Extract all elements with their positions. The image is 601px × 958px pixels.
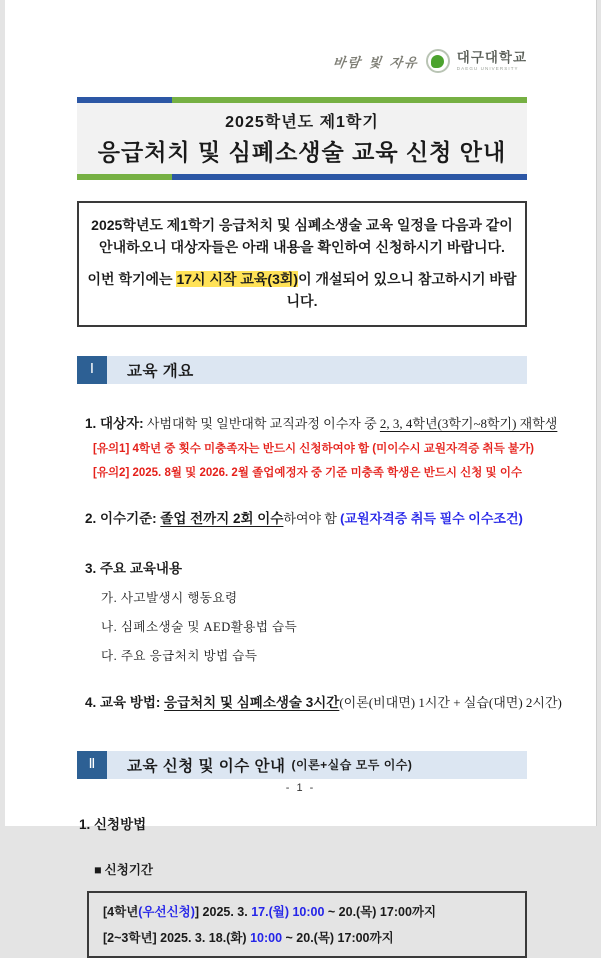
content-sub-item-1: 가. 사고발생시 행동요령 — [101, 590, 238, 605]
completion-criteria-item: 2. 이수기준: 졸업 전까지 2회 이수하여야 함 (교원자격증 취득 필수 이수조건) — [85, 510, 523, 526]
underlined-eligibility: 2, 3, 4학년(3학기~8학기) 재학생 — [379, 415, 558, 431]
underlined-criteria: 졸업 전까지 2회 이수 — [160, 510, 284, 526]
document-title-block — [77, 97, 527, 180]
application-period-label: ■ 신청기간 — [94, 862, 153, 877]
title-top-bar — [77, 97, 527, 103]
period-line-grade23: [2~3학년] 2025. 3. 18.(화) 10:00 ~ 20.(목) 17:00까지 — [103, 930, 394, 945]
university-name: 대구대학교 — [456, 50, 527, 65]
university-slogan: 바람 빛 자유 — [331, 55, 420, 71]
title-body — [77, 103, 527, 174]
notice-line-2: 안내하오니 대상자들은 아래 내용을 확인하여 신청하시기 바랍니다. — [99, 239, 505, 256]
application-method-label: 1. 신청방법 — [79, 816, 147, 832]
semester-label: 2025학년도 제1학기 — [225, 114, 379, 131]
university-emblem-icon — [426, 49, 450, 73]
section-2-numeral: Ⅱ — [77, 751, 107, 779]
title-bottom-bar — [77, 174, 527, 180]
notice-line-1: 2025학년도 제1학기 응급처치 및 심폐소생술 교육 일정을 다음과 같이 — [91, 217, 513, 233]
caution-note-2: [유의2] 2025. 8월 및 2026. 2월 졸업예정자 중 기준 미충족 학생은 반드시 신청 및 이수 — [93, 466, 523, 479]
page-number: - 1 - — [285, 782, 316, 794]
university-name-block — [457, 51, 527, 71]
notice-line-3: 이번 학기에는 17시 시작 교육(3회)이 개설되어 있으니 참고하시기 바랍니다. — [87, 270, 517, 310]
content-sub-item-3: 다. 주요 응급처치 방법 습득 — [101, 648, 258, 663]
caution-note-1: [유의1] 4학년 중 횟수 미충족자는 반드시 신청하여야 함 (미이수시 교원자격증 취득 불가) — [93, 442, 534, 455]
content-sub-item-2: 나. 심폐소생술 및 AED활용법 습득 — [101, 619, 298, 634]
highlighted-text: 17시 시작 교육(3회) — [176, 270, 299, 287]
education-method-item: 4. 교육 방법: 응급처치 및 심폐소생술 3시간(이론(비대면) 1시간 + 실습(대면) 2시간) — [85, 694, 562, 710]
section-1-title: 교육 개요 — [107, 356, 527, 384]
page-content — [5, 0, 596, 958]
university-logo — [77, 0, 527, 76]
education-content-item: 3. 주요 교육내용 — [85, 560, 183, 576]
notice-box — [77, 201, 527, 327]
underlined-method: 응급처치 및 심폐소생술 3시간 — [164, 694, 340, 710]
page-title: 응급처치 및 심폐소생술 교육 신청 안내 — [97, 139, 507, 165]
university-name-en: DAEGU UNIVERSITY — [456, 65, 519, 71]
application-period-box — [87, 891, 527, 958]
section-1-header — [77, 356, 527, 384]
section-2-title: 교육 신청 및 이수 안내 (이론+실습 모두 이수) — [107, 751, 527, 779]
section-2-header — [77, 751, 527, 779]
target-audience-item: 1. 대상자: 사범대학 및 일반대학 교직과정 이수자 중 2, 3, 4학년(3학기~8학기) 재학생 — [85, 415, 558, 431]
period-line-grade4: [4학년(우선신청)] 2025. 3. 17.(월) 10:00 ~ 20.(목) 17:00까지 — [103, 904, 437, 919]
blue-requirement-note: (교원자격증 취득 필수 이수조건) — [340, 510, 523, 526]
section-2-title-note: (이론+실습 모두 이수) — [291, 758, 413, 773]
document-page — [5, 0, 597, 945]
section-1-numeral: Ⅰ — [77, 356, 107, 384]
